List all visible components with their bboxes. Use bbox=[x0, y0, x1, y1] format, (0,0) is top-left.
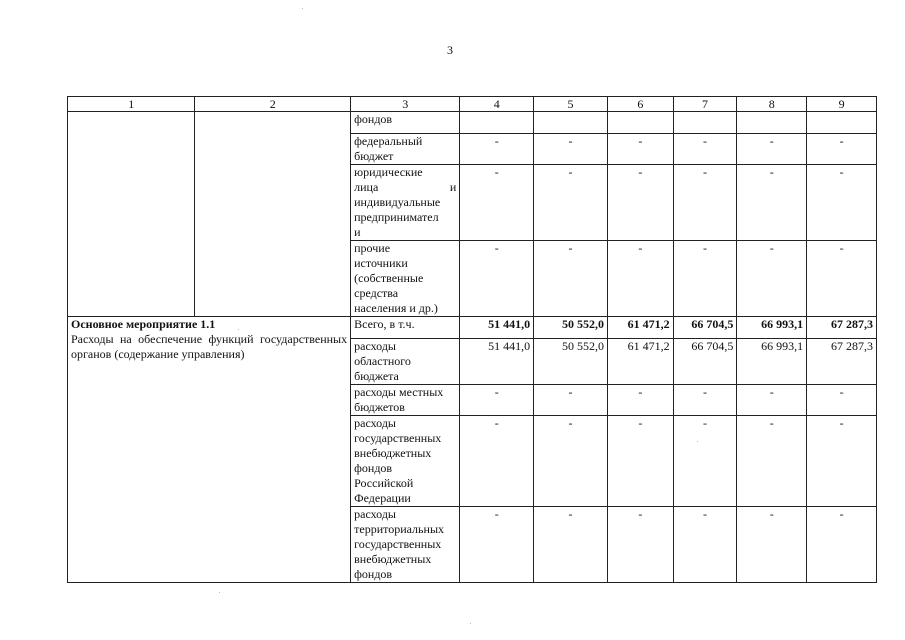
source-cell bbox=[351, 507, 460, 583]
source-cell bbox=[351, 385, 460, 416]
table-row bbox=[68, 134, 877, 165]
value-cell: - bbox=[673, 507, 737, 583]
source-line: фондов bbox=[354, 461, 393, 475]
source-cell bbox=[351, 165, 460, 241]
value-cell: - bbox=[807, 507, 877, 583]
source-line: индивидуальные bbox=[354, 195, 441, 209]
value-cell: - bbox=[534, 416, 608, 507]
value-cell: - bbox=[607, 416, 673, 507]
source-line: областного bbox=[354, 354, 411, 368]
value-cell: - bbox=[807, 385, 877, 416]
value-cell: 51 441,0 bbox=[460, 317, 534, 339]
value-cell: 66 704,5 bbox=[673, 339, 737, 385]
source-cell: федеральный бюджет bbox=[351, 134, 460, 165]
value-cell: - bbox=[607, 507, 673, 583]
source-line: источники bbox=[354, 256, 408, 270]
empty-cell bbox=[195, 241, 351, 317]
source-line: расходы местных bbox=[354, 385, 444, 399]
source-line-justified bbox=[354, 180, 456, 195]
value-cell: 50 552,0 bbox=[534, 339, 608, 385]
value-cell bbox=[607, 112, 673, 134]
column-header: 1 bbox=[68, 97, 195, 112]
value-cell: - bbox=[737, 385, 807, 416]
value-cell: - bbox=[460, 165, 534, 241]
scan-speck bbox=[238, 329, 239, 330]
scan-speck bbox=[470, 623, 471, 624]
column-header-row bbox=[68, 97, 877, 112]
value-cell: - bbox=[534, 385, 608, 416]
value-cell: 61 471,2 bbox=[607, 339, 673, 385]
source-cell bbox=[351, 241, 460, 317]
value-cell: 51 441,0 bbox=[460, 339, 534, 385]
source-line: расходы bbox=[354, 416, 396, 430]
value-cell: 67 287,3 bbox=[807, 339, 877, 385]
source-line: расходы bbox=[354, 507, 396, 521]
value-cell: - bbox=[737, 134, 807, 165]
value-cell bbox=[673, 112, 737, 134]
source-line: (собственные bbox=[354, 271, 424, 285]
value-cell: - bbox=[534, 165, 608, 241]
empty-cell bbox=[195, 134, 351, 165]
value-cell bbox=[534, 112, 608, 134]
source-line: территориальных bbox=[354, 522, 445, 536]
source-cell: Всего, в т.ч. bbox=[351, 317, 460, 339]
empty-cell bbox=[68, 241, 195, 317]
scan-speck bbox=[697, 441, 698, 442]
scan-speck bbox=[302, 8, 303, 9]
value-cell: 50 552,0 bbox=[534, 317, 608, 339]
table-row-total bbox=[68, 317, 877, 339]
value-cell bbox=[460, 112, 534, 134]
source-line: внебюджетных bbox=[354, 552, 432, 566]
source-line: предпринимател bbox=[354, 210, 439, 224]
source-line: государственных bbox=[354, 431, 442, 445]
value-cell: - bbox=[607, 241, 673, 317]
source-line: фондов bbox=[354, 567, 393, 581]
source-word: и bbox=[449, 180, 457, 194]
value-cell: - bbox=[460, 385, 534, 416]
value-cell: 66 993,1 bbox=[737, 339, 807, 385]
column-header: 3 bbox=[351, 97, 460, 112]
empty-cell bbox=[195, 165, 351, 241]
value-cell: - bbox=[737, 507, 807, 583]
source-line: прочие bbox=[354, 241, 391, 255]
value-cell: - bbox=[607, 385, 673, 416]
value-cell: - bbox=[460, 134, 534, 165]
source-line: юридические bbox=[354, 165, 423, 179]
value-cell: - bbox=[737, 241, 807, 317]
source-line: бюджетов bbox=[354, 400, 405, 414]
table-row bbox=[68, 165, 877, 241]
value-cell: - bbox=[807, 416, 877, 507]
value-cell: - bbox=[534, 241, 608, 317]
table-row bbox=[68, 241, 877, 317]
empty-cell bbox=[195, 112, 351, 134]
value-cell: 67 287,3 bbox=[807, 317, 877, 339]
value-cell: - bbox=[607, 134, 673, 165]
value-cell: 61 471,2 bbox=[607, 317, 673, 339]
source-line: внебюджетных bbox=[354, 446, 432, 460]
source-line: населения и др.) bbox=[354, 301, 438, 315]
column-header: 7 bbox=[673, 97, 737, 112]
empty-cell bbox=[68, 112, 195, 134]
value-cell: - bbox=[460, 241, 534, 317]
source-line: расходы bbox=[354, 339, 396, 353]
page-number: 3 bbox=[447, 43, 453, 57]
program-financing-table bbox=[67, 96, 877, 583]
source-line: и bbox=[354, 225, 361, 239]
value-cell bbox=[737, 112, 807, 134]
column-header: 2 bbox=[195, 97, 351, 112]
column-header: 8 bbox=[737, 97, 807, 112]
value-cell: 66 993,1 bbox=[737, 317, 807, 339]
value-cell: - bbox=[460, 416, 534, 507]
value-cell: - bbox=[807, 165, 877, 241]
source-word: лица bbox=[354, 180, 379, 194]
value-cell: - bbox=[673, 385, 737, 416]
measure-title: Основное мероприятие 1.1 bbox=[71, 317, 216, 331]
source-cell bbox=[351, 339, 460, 385]
value-cell: - bbox=[673, 416, 737, 507]
source-line: государственных bbox=[354, 537, 442, 551]
value-cell: - bbox=[737, 416, 807, 507]
value-cell: 66 704,5 bbox=[673, 317, 737, 339]
value-cell: - bbox=[673, 165, 737, 241]
value-cell: - bbox=[460, 507, 534, 583]
source-line: Российской bbox=[354, 476, 414, 490]
table-row bbox=[68, 112, 877, 134]
value-cell: - bbox=[807, 134, 877, 165]
value-cell bbox=[807, 112, 877, 134]
value-cell: - bbox=[534, 507, 608, 583]
value-cell: - bbox=[737, 165, 807, 241]
value-cell: - bbox=[607, 165, 673, 241]
source-line: Федерации bbox=[354, 491, 411, 505]
column-header: 9 bbox=[807, 97, 877, 112]
source-line: средства bbox=[354, 286, 399, 300]
measure-description: Расходы на обеспечение функций государственных органов (содержание управления) bbox=[71, 332, 348, 361]
scan-speck bbox=[219, 592, 220, 593]
source-cell: фондов bbox=[351, 112, 460, 134]
source-line: бюджета bbox=[354, 369, 399, 383]
value-cell: - bbox=[673, 241, 737, 317]
column-header: 6 bbox=[607, 97, 673, 112]
source-cell bbox=[351, 416, 460, 507]
value-cell: - bbox=[807, 241, 877, 317]
value-cell: - bbox=[673, 134, 737, 165]
value-cell: - bbox=[534, 134, 608, 165]
measure-cell bbox=[68, 317, 351, 583]
column-header: 4 bbox=[460, 97, 534, 112]
column-header: 5 bbox=[534, 97, 608, 112]
empty-cell bbox=[68, 134, 195, 165]
empty-cell bbox=[68, 165, 195, 241]
